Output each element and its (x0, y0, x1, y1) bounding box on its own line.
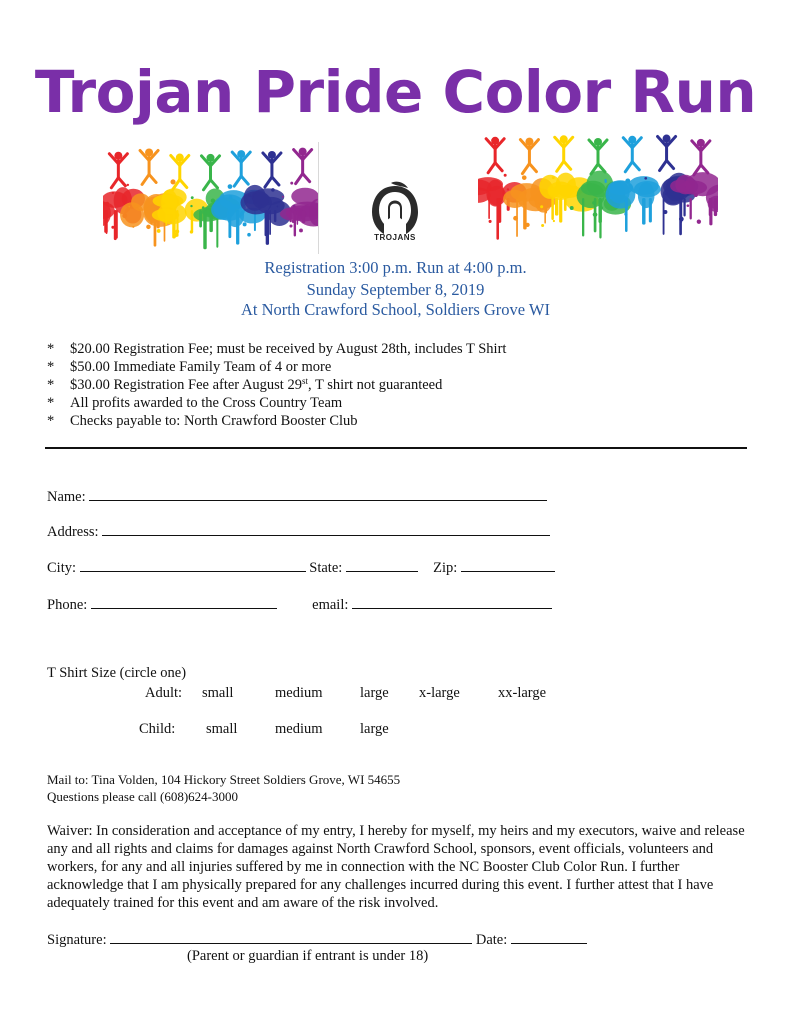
list-item (47, 376, 506, 394)
state-field[interactable] (346, 558, 418, 572)
date-label: Date: (475, 932, 508, 948)
bullet-marker: * (47, 341, 55, 357)
logo-text: TROJANS (374, 233, 416, 242)
signature-label: Signature: (47, 932, 107, 948)
list-item (47, 358, 506, 376)
adult-size-option[interactable]: x-large (419, 685, 460, 701)
zip-field[interactable] (461, 558, 555, 572)
child-size-option[interactable]: medium (275, 721, 323, 737)
adult-size-option[interactable]: medium (275, 685, 323, 701)
list-item (47, 340, 506, 358)
bullet-text: , T shirt not guaranteed (307, 377, 443, 393)
phone-field[interactable] (91, 595, 277, 609)
bullet-text: $50.00 Immediate Family Team of 4 or more (70, 359, 332, 375)
phone-label: Phone: (47, 597, 88, 613)
shirt-size-label: T Shirt Size (circle one) (47, 665, 187, 681)
child-size-option[interactable]: small (206, 721, 238, 737)
city-row (47, 558, 555, 577)
adult-size-option[interactable]: xx-large (498, 685, 547, 701)
city-label: City: (47, 560, 77, 576)
bullet-marker: * (47, 395, 55, 411)
name-label: Name: (47, 489, 86, 505)
section-divider (45, 447, 747, 449)
bullet-marker: * (47, 413, 55, 429)
waiver-text: Waiver: In consideration and acceptance of my entry, I hereby for myself, my heirs and my executors, waive and release any and all rights and claims for damages against North Crawford School, sponsors, event officials, volunteers and workers, for any and all injuries suffered by me in connection with the NC Booster Club Color Run. I further acknowledge that I am physically prepared for any challenges incurred during this event. I further attest that I have adequately trained for this event and am aware of the risk involved. (47, 823, 745, 911)
adult-size-option[interactable]: large (360, 685, 389, 701)
name-row (47, 487, 547, 506)
bullet-text: All profits awarded to the Cross Country Team (70, 395, 343, 411)
address-row (47, 522, 550, 541)
adult-label: Adult: (145, 685, 183, 701)
bullet-marker: * (47, 359, 55, 375)
ordinal-suffix: st (301, 376, 308, 386)
bullet-text: $30.00 Registration Fee after August 29 (70, 377, 302, 393)
signature-field[interactable] (110, 930, 472, 944)
color-run-art-right (478, 128, 718, 246)
list-item (47, 394, 506, 412)
event-time: Registration 3:00 p.m. Run at 4:00 p.m. (264, 258, 527, 277)
fee-list (47, 340, 506, 430)
city-field[interactable] (80, 558, 306, 572)
child-size-option[interactable]: large (360, 721, 389, 737)
phone-row (47, 595, 552, 614)
questions-contact: Questions please call (608)624-3000 (47, 789, 238, 804)
name-field[interactable] (89, 487, 547, 501)
event-date: Sunday September 8, 2019 (306, 280, 485, 299)
address-label: Address: (47, 524, 99, 540)
bullet-marker: * (47, 377, 55, 393)
signature-note: (Parent or guardian if entrant is under 18) (187, 948, 429, 964)
bullet-text: $20.00 Registration Fee; must be received by August 28th, includes T Shirt (70, 341, 507, 357)
state-label: State: (309, 560, 343, 576)
vertical-divider (318, 142, 319, 254)
email-field[interactable] (352, 595, 552, 609)
date-field[interactable] (511, 930, 587, 944)
address-field[interactable] (102, 522, 550, 536)
bullet-text: Checks payable to: North Crawford Booster Club (70, 413, 358, 429)
event-location: At North Crawford School, Soldiers Grove WI (240, 300, 551, 319)
mail-to: Mail to: Tina Volden, 104 Hickory Street Soldiers Grove, WI 54655 (47, 772, 401, 787)
color-run-art-left (103, 140, 318, 258)
page-title: Trojan Pride Color Run (34, 58, 757, 126)
list-item (47, 412, 506, 430)
zip-label: Zip: (433, 560, 458, 576)
email-label: email: (312, 597, 349, 613)
child-label: Child: (139, 721, 176, 737)
adult-size-option[interactable]: small (202, 685, 234, 701)
